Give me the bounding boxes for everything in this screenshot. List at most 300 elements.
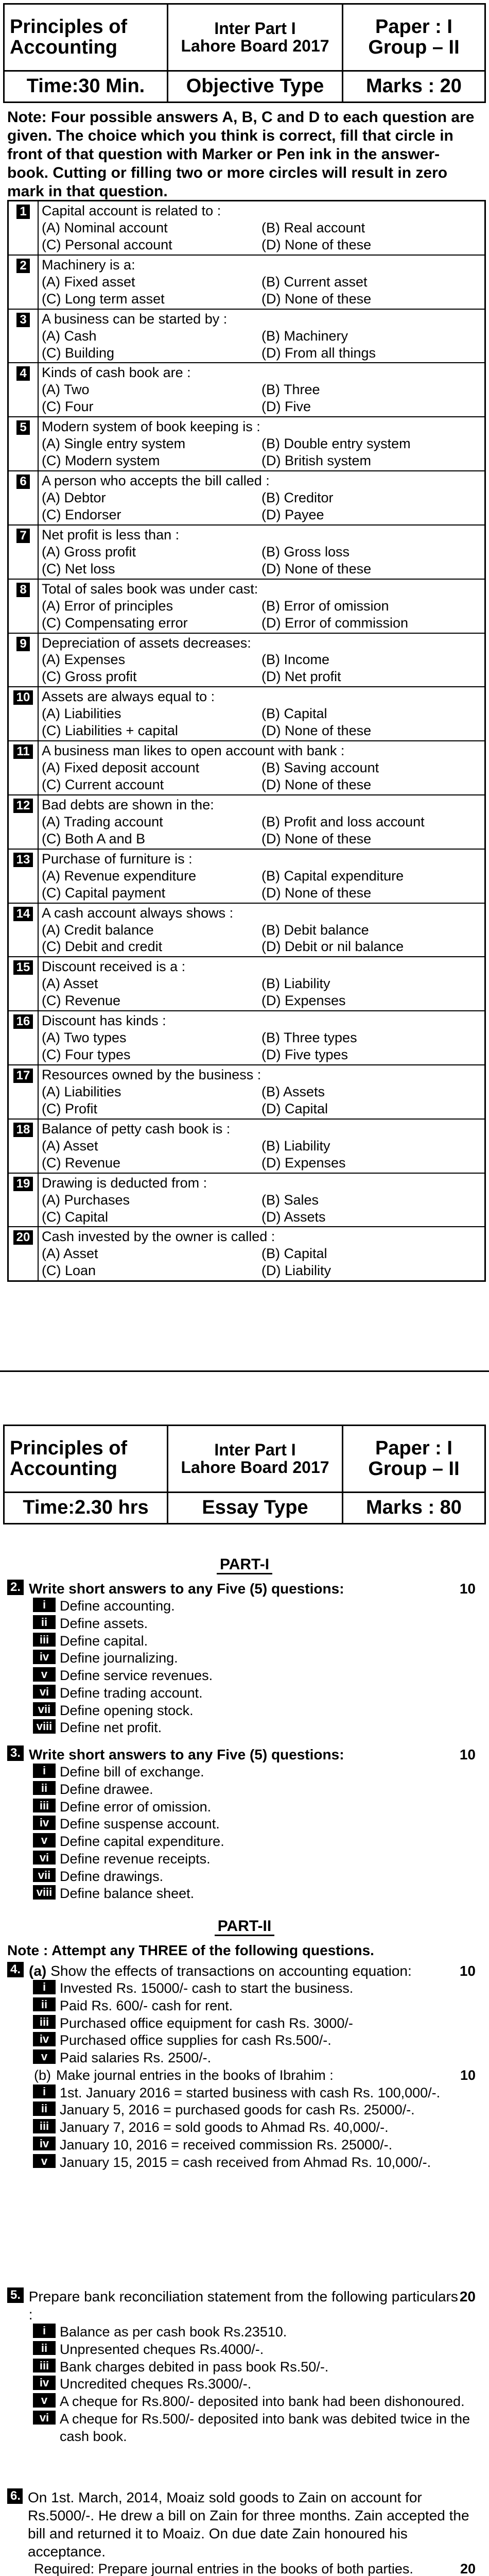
roman-numeral: vi xyxy=(33,1685,56,1699)
list-item xyxy=(7,2376,486,2393)
list-item-text: January 15, 2015 = cash received from Ahmad Rs. 10,000/-. xyxy=(60,2154,431,2170)
mcq-option-a: (A) Credit balance xyxy=(42,922,154,938)
mcq-option-a: (A) Asset xyxy=(42,1138,98,1154)
class-line2: Lahore Board 2017 xyxy=(181,1458,329,1477)
list-item xyxy=(7,1997,486,2015)
list-item xyxy=(7,2341,486,2359)
mcq-question xyxy=(9,741,484,795)
roman-numeral: iv xyxy=(33,1650,56,1664)
mcq-option-d: (D) Expenses xyxy=(261,993,346,1009)
roman-numeral: iv xyxy=(33,2137,56,2151)
type-label: Essay Type xyxy=(168,1493,343,1523)
mcq-number: 7 xyxy=(16,529,29,543)
mcq-number: 9 xyxy=(16,637,29,651)
roman-numeral: iii xyxy=(33,2359,56,2373)
list-item xyxy=(7,1615,486,1633)
question-2 xyxy=(7,1580,486,1737)
list-item-text: Paid Rs. 600/- cash for rent. xyxy=(60,1997,233,2013)
paper-number: Paper : I xyxy=(375,1437,452,1459)
mcq-option-d: (D) Debit or nil balance xyxy=(261,939,404,955)
mcq-option-a: (A) Asset xyxy=(42,976,98,992)
mcq-option-c: (C) Loan xyxy=(42,1263,96,1279)
mcq-option-a: (A) Cash xyxy=(42,328,97,344)
mcq-number: 12 xyxy=(13,799,33,813)
list-item xyxy=(7,1633,486,1650)
q2-marks: 10 xyxy=(459,1581,476,1597)
mcq-question-text: A business man likes to open account with bank : xyxy=(42,743,345,759)
question-6 xyxy=(7,2488,486,2576)
list-item-text: Define net profit. xyxy=(60,1720,162,1736)
time-label: Time:2.30 hrs xyxy=(5,1493,168,1523)
mcq-option-c: (C) Four xyxy=(42,399,94,415)
paper-group-cell xyxy=(343,5,484,70)
mcq-question xyxy=(9,687,484,741)
mcq-number: 3 xyxy=(16,313,29,327)
q5-number: 5. xyxy=(7,2287,24,2303)
list-item-text: Define assets. xyxy=(60,1615,148,1631)
mcq-option-c: (C) Long term asset xyxy=(42,291,165,307)
paper-group-cell xyxy=(343,1426,484,1492)
roman-numeral: viii xyxy=(33,1885,56,1900)
list-item xyxy=(7,1719,486,1737)
mcq-option-d: (D) Payee xyxy=(261,506,324,522)
mcq-option-a: (A) Trading account xyxy=(42,814,163,829)
mcq-number-cell xyxy=(9,634,39,687)
mcq-body xyxy=(39,687,484,740)
mcq-options xyxy=(42,1192,481,1226)
mcq-question xyxy=(9,310,484,364)
mcq-option-a: (A) Asset xyxy=(42,1246,98,1262)
list-item-text: Define error of omission. xyxy=(60,1799,212,1815)
list-item xyxy=(7,2137,486,2154)
mcq-option-b: (B) Capital expenditure xyxy=(261,868,404,884)
mcq-question-text: Kinds of cash book are : xyxy=(42,365,191,381)
list-item-text: Define revenue receipts. xyxy=(60,1851,211,1867)
mcq-question xyxy=(9,634,484,688)
mcq-option-b: (B) Debit balance xyxy=(261,922,369,938)
note-text: Four possible answers A, B, C and D to each question are given. The choice which you think is correct, fill that circle in front of that question with Marker or Pen ink in the answer-book. Cutting or filling two or more circles will result in zero mark in that question. xyxy=(7,109,475,200)
list-item xyxy=(7,2359,486,2376)
list-item xyxy=(7,1667,486,1685)
list-item-text: Define drawee. xyxy=(60,1781,153,1797)
mcq-option-b: (B) Current asset xyxy=(261,274,368,290)
mcq-option-d: (D) Assets xyxy=(261,1209,326,1225)
list-item xyxy=(7,2032,486,2049)
mcq-question-text: Discount has kinds : xyxy=(42,1013,166,1029)
subject-line2: Accounting xyxy=(10,36,117,58)
list-item-text: January 7, 2016 = sold goods to Ahmad Rs. 40,000/-. xyxy=(60,2120,389,2135)
mcq-options xyxy=(42,544,481,578)
roman-numeral: vii xyxy=(33,1702,56,1717)
mcq-question-text: Depreciation of assets decreases: xyxy=(42,635,251,651)
list-item-text: Unpresented cheques Rs.4000/-. xyxy=(60,2341,264,2357)
mcq-number: 15 xyxy=(13,960,33,975)
q4a-marks: 10 xyxy=(459,1963,476,1979)
mcq-question-text: Machinery is a: xyxy=(42,257,135,273)
mcq-option-d: (D) Capital xyxy=(261,1100,328,1116)
mcq-question-text: A cash account always shows : xyxy=(42,905,234,921)
mcq-list xyxy=(7,200,486,1282)
mcq-question xyxy=(9,1120,484,1174)
mcq-option-d: (D) None of these xyxy=(261,291,372,307)
mcq-option-c: (C) Debit and credit xyxy=(42,939,163,955)
mcq-option-a: (A) Nominal account xyxy=(42,219,168,235)
mcq-body xyxy=(39,471,484,524)
subject-cell xyxy=(5,1426,168,1492)
roman-numeral: iii xyxy=(33,2015,56,2029)
q6-heading xyxy=(7,2488,486,2561)
type-label: Objective Type xyxy=(168,72,343,101)
mcq-question xyxy=(9,957,484,1011)
roman-numeral: i xyxy=(33,1764,56,1778)
mcq-question-text: Balance of petty cash book is : xyxy=(42,1121,231,1137)
mcq-option-b: (B) Liability xyxy=(261,1138,330,1154)
mcq-option-a: (A) Revenue expenditure xyxy=(42,868,197,884)
q6-number: 6. xyxy=(7,2488,23,2504)
mcq-question xyxy=(9,850,484,904)
q4-heading xyxy=(7,1962,486,1980)
list-item-text: Balance as per cash book Rs.23510. xyxy=(60,2324,287,2340)
mcq-number-cell xyxy=(9,1227,39,1280)
q4a-text: Show the effects of transactions on accounting equation: xyxy=(50,1963,412,1979)
mcq-option-d: (D) Five xyxy=(261,399,311,415)
mcq-number-cell xyxy=(9,904,39,957)
q3-text: Write short answers to any Five (5) questions: xyxy=(29,1747,344,1762)
mcq-question xyxy=(9,1011,484,1065)
mcq-number: 19 xyxy=(13,1177,33,1191)
roman-numeral: v xyxy=(33,2154,56,2168)
mcq-question-text: Assets are always equal to : xyxy=(42,689,215,705)
list-item-text: Define drawings. xyxy=(60,1868,164,1884)
q2-heading xyxy=(7,1580,486,1598)
paper-header-essay xyxy=(3,1425,486,1524)
mcq-number-cell xyxy=(9,741,39,794)
mcq-option-a: (A) Two xyxy=(42,382,90,398)
mcq-option-d: (D) None of these xyxy=(261,831,372,846)
list-item-text: January 10, 2016 = received commission Rs. 25000/-. xyxy=(60,2137,393,2153)
list-item xyxy=(7,2154,486,2172)
mcq-option-c: (C) Current account xyxy=(42,777,164,792)
mcq-option-b: (B) Capital xyxy=(261,1246,327,1262)
subject-cell xyxy=(5,5,168,70)
roman-numeral: ii xyxy=(33,1997,56,2012)
roman-numeral: vi xyxy=(33,1851,56,1865)
list-item-text: Purchased office equipment for cash Rs. 3000/- xyxy=(60,2015,353,2031)
q3-heading xyxy=(7,1745,486,1764)
roman-numeral: ii xyxy=(33,1781,56,1795)
mcq-question-text: Modern system of book keeping is : xyxy=(42,419,260,435)
list-item-text: Define balance sheet. xyxy=(60,1886,195,1902)
mcq-option-a: (A) Debtor xyxy=(42,490,106,505)
q4b-label: (b) xyxy=(34,2067,51,2083)
q6-required-text: Required: Prepare journal entries in the books of both parties. xyxy=(34,2561,413,2576)
mcq-body xyxy=(39,1120,484,1173)
mcq-option-c: (C) Four types xyxy=(42,1047,131,1063)
paper-header-objective xyxy=(3,3,486,103)
mcq-question-text: A business can be started by : xyxy=(42,311,228,327)
list-item-text: Paid salaries Rs. 2500/-. xyxy=(60,2050,212,2065)
mcq-option-c: (C) Endorser xyxy=(42,506,121,522)
list-item xyxy=(7,1868,486,1886)
mcq-option-b: (B) Sales xyxy=(261,1192,319,1208)
mcq-number-cell xyxy=(9,580,39,633)
mcq-option-d: (D) British system xyxy=(261,453,372,469)
mcq-option-d: (D) From all things xyxy=(261,345,376,361)
list-item-text: Define accounting. xyxy=(60,1598,175,1614)
roman-numeral: ii xyxy=(33,2341,56,2355)
mcq-option-c: (C) Profit xyxy=(42,1100,97,1116)
mcq-question xyxy=(9,795,484,850)
mcq-question xyxy=(9,417,484,471)
mcq-number-cell xyxy=(9,687,39,740)
mcq-question xyxy=(9,580,484,634)
list-item xyxy=(7,1598,486,1615)
mcq-option-a: (A) Expenses xyxy=(42,652,126,668)
mcq-question-text: Cash invested by the owner is called : xyxy=(42,1229,275,1245)
list-item-text: A cheque for Rs.800/- deposited into bank had been dishonoured. xyxy=(60,2394,465,2409)
mcq-question xyxy=(9,256,484,310)
mcq-options xyxy=(42,1245,481,1279)
mcq-number: 6 xyxy=(16,474,29,489)
mcq-options xyxy=(42,489,481,523)
mcq-option-b: (B) Saving account xyxy=(261,760,379,776)
roman-numeral: v xyxy=(33,2393,56,2408)
group-label: Group – II xyxy=(368,1458,460,1480)
mcq-question xyxy=(9,1174,484,1228)
q5-text: Prepare bank reconciliation statement from the following particulars : xyxy=(28,2289,458,2323)
mcq-number-cell xyxy=(9,310,39,363)
watermark xyxy=(78,1291,147,1368)
mcq-body xyxy=(39,256,484,309)
mcq-option-d: (D) Expenses xyxy=(261,1155,346,1171)
part2-title xyxy=(0,1918,489,1935)
q2-text: Write short answers to any Five (5) questions: xyxy=(29,1581,344,1597)
mcq-options xyxy=(42,975,481,1009)
mcq-option-b: (B) Creditor xyxy=(261,490,334,505)
mcq-body xyxy=(39,957,484,1010)
subject-line2: Accounting xyxy=(10,1458,117,1480)
mcq-option-c: (C) Personal account xyxy=(42,236,172,252)
mcq-options xyxy=(42,759,481,793)
mcq-question xyxy=(9,904,484,958)
mcq-question-text: Capital account is related to : xyxy=(42,203,221,218)
subject-line1: Principles of xyxy=(10,15,128,38)
mcq-number-cell xyxy=(9,256,39,309)
mcq-options xyxy=(42,814,481,848)
mcq-options xyxy=(42,868,481,902)
group-label: Group – II xyxy=(368,36,460,58)
mcq-number-cell xyxy=(9,850,39,903)
roman-numeral: ii xyxy=(33,2102,56,2116)
mcq-number: 4 xyxy=(16,366,29,381)
mcq-option-b: (B) Three xyxy=(261,382,320,398)
list-item-text: Define service revenues. xyxy=(60,1668,213,1683)
list-item xyxy=(7,2049,486,2067)
mcq-number: 13 xyxy=(13,853,33,867)
list-item-text: A cheque for Rs.500/- deposited into bank was debited twice in the cash book. xyxy=(60,2411,470,2444)
mcq-option-a: (A) Fixed asset xyxy=(42,274,135,290)
mcq-number-cell xyxy=(9,1011,39,1064)
roman-numeral: i xyxy=(33,2324,56,2338)
mcq-number: 11 xyxy=(13,744,32,759)
roman-numeral: v xyxy=(33,2049,56,2064)
list-item xyxy=(7,1885,486,1903)
mcq-option-b: (B) Double entry system xyxy=(261,436,411,452)
roman-numeral: v xyxy=(33,1667,56,1682)
mcq-option-d: (D) Five types xyxy=(261,1047,348,1063)
q4b-items xyxy=(7,2084,486,2172)
roman-numeral: iv xyxy=(33,1816,56,1830)
list-item-text: Define capital. xyxy=(60,1633,148,1649)
list-item-text: Define suspense account. xyxy=(60,1816,220,1832)
mcq-number: 8 xyxy=(16,583,29,597)
mcq-question-text: Drawing is deducted from : xyxy=(42,1175,207,1191)
q4b-text: Make journal entries in the books of Ibrahim : xyxy=(56,2067,334,2083)
mcq-option-a: (A) Purchases xyxy=(42,1192,130,1208)
roman-numeral: iv xyxy=(33,2032,56,2046)
note-label: Note: xyxy=(7,109,47,126)
mcq-option-a: (A) Gross profit xyxy=(42,544,136,560)
section-divider xyxy=(0,1370,489,1372)
mcq-body xyxy=(39,904,484,957)
mcq-question xyxy=(9,526,484,580)
part1-title-text: PART-I xyxy=(217,1556,272,1574)
roman-numeral: vii xyxy=(33,1868,56,1883)
mcq-options xyxy=(42,328,481,362)
mcq-number-cell xyxy=(9,795,39,849)
list-item-text: Define opening stock. xyxy=(60,1702,194,1718)
marks-label: Marks : 20 xyxy=(366,75,462,97)
mcq-options xyxy=(42,598,481,632)
mcq-number-cell xyxy=(9,957,39,1010)
mcq-option-c: (C) Both A and B xyxy=(42,831,146,846)
roman-numeral: i xyxy=(33,1598,56,1612)
q2-items xyxy=(7,1598,486,1737)
mcq-option-c: (C) Revenue xyxy=(42,993,121,1009)
mcq-body xyxy=(39,526,484,579)
roman-numeral: iii xyxy=(33,1799,56,1813)
mcq-option-c: (C) Gross profit xyxy=(42,669,137,685)
mcq-options xyxy=(42,435,481,469)
list-item xyxy=(7,1799,486,1816)
q5-marks: 20 xyxy=(459,2289,476,2304)
mcq-body xyxy=(39,1011,484,1064)
q4b-marks: 10 xyxy=(460,2067,476,2083)
q5-items xyxy=(7,2324,486,2445)
mcq-option-a: (A) Single entry system xyxy=(42,436,186,452)
time-label: Time:30 Min. xyxy=(5,72,168,101)
mcq-number: 10 xyxy=(13,690,33,705)
roman-numeral: iii xyxy=(33,2119,56,2133)
mcq-option-b: (B) Real account xyxy=(261,219,365,235)
roman-numeral: iv xyxy=(33,2376,56,2390)
q4b-heading xyxy=(34,2067,486,2084)
q6-marks: 20 xyxy=(460,2561,476,2576)
mcq-number-cell xyxy=(9,1120,39,1173)
mcq-option-b: (B) Liability xyxy=(261,976,330,992)
list-item-text: Bank charges debited in pass book Rs.50/-. xyxy=(60,2359,329,2375)
list-item-text: Purchased office supplies for cash Rs.500/-. xyxy=(60,2032,331,2048)
q4a-label: (a) xyxy=(29,1963,47,1979)
paper-number: Paper : I xyxy=(375,15,452,38)
mcq-number: 17 xyxy=(13,1069,33,1083)
mcq-body xyxy=(39,363,484,416)
roman-numeral: vi xyxy=(33,2411,56,2425)
mcq-options xyxy=(42,705,481,739)
part2-title-text: PART-II xyxy=(215,1918,274,1936)
class-line1: Inter Part I xyxy=(214,19,296,38)
marks-label: Marks : 80 xyxy=(366,1497,462,1519)
mcq-number-cell xyxy=(9,471,39,524)
mcq-option-b: (B) Assets xyxy=(261,1083,325,1099)
q3-marks: 10 xyxy=(459,1747,476,1762)
q5-heading xyxy=(7,2287,486,2324)
list-item xyxy=(7,1980,486,1997)
mcq-options xyxy=(42,1083,481,1117)
roman-numeral: i xyxy=(33,1980,56,1994)
mcq-number-cell xyxy=(9,417,39,470)
list-item xyxy=(7,1816,486,1833)
list-item-text: Define journalizing. xyxy=(60,1650,178,1666)
mcq-options xyxy=(42,1029,481,1063)
mcq-option-c: (C) Liabilities + capital xyxy=(42,723,178,739)
list-item xyxy=(7,1650,486,1667)
class-cell xyxy=(168,5,343,70)
q6-required xyxy=(34,2561,486,2576)
mcq-option-b: (B) Machinery xyxy=(261,328,348,344)
mcq-option-c: (C) Building xyxy=(42,345,115,361)
list-item xyxy=(7,2015,486,2032)
list-item-text: Define trading account. xyxy=(60,1685,203,1701)
roman-numeral: ii xyxy=(33,1615,56,1630)
mcq-number: 2 xyxy=(16,259,29,273)
list-item xyxy=(7,2084,486,2102)
mcq-option-c: (C) Revenue xyxy=(42,1155,121,1171)
mcq-option-d: (D) None of these xyxy=(261,236,372,252)
mcq-number: 20 xyxy=(13,1230,33,1245)
mcq-body xyxy=(39,417,484,470)
mcq-option-a: (A) Two types xyxy=(42,1030,127,1046)
mcq-question xyxy=(9,471,484,526)
part2-note: Note : Attempt any THREE of the following questions. xyxy=(7,1942,374,1958)
mcq-number-cell xyxy=(9,1174,39,1227)
mcq-question-text: Total of sales book was under cast: xyxy=(42,581,258,597)
list-item-text: January 5, 2016 = purchased goods for cash Rs. 25000/-. xyxy=(60,2102,415,2118)
mcq-option-d: (D) None of these xyxy=(261,723,372,739)
roman-numeral: v xyxy=(33,1833,56,1848)
mcq-body xyxy=(39,741,484,794)
mcq-option-d: (D) Error of commission xyxy=(261,615,409,631)
mcq-question xyxy=(9,363,484,417)
mcq-question-text: Bad debts are shown in the: xyxy=(42,796,214,812)
mcq-question-text: Purchase of furniture is : xyxy=(42,851,193,867)
mcq-number-cell xyxy=(9,526,39,579)
mcq-question-text: Resources owned by the business : xyxy=(42,1067,261,1082)
mcq-option-d: (D) None of these xyxy=(261,561,372,577)
mcq-options xyxy=(42,381,481,415)
roman-numeral: viii xyxy=(33,1719,56,1734)
mcq-option-b: (B) Gross loss xyxy=(261,544,350,560)
mcq-body xyxy=(39,795,484,849)
mcq-options xyxy=(42,922,481,956)
mcq-question xyxy=(9,1227,484,1280)
mcq-body xyxy=(39,1174,484,1227)
list-item xyxy=(7,1833,486,1851)
list-item xyxy=(7,1764,486,1781)
mcq-number: 14 xyxy=(13,907,33,921)
list-item-text: Define bill of exchange. xyxy=(60,1764,204,1780)
mcq-question-text: Discount received is a : xyxy=(42,959,186,975)
